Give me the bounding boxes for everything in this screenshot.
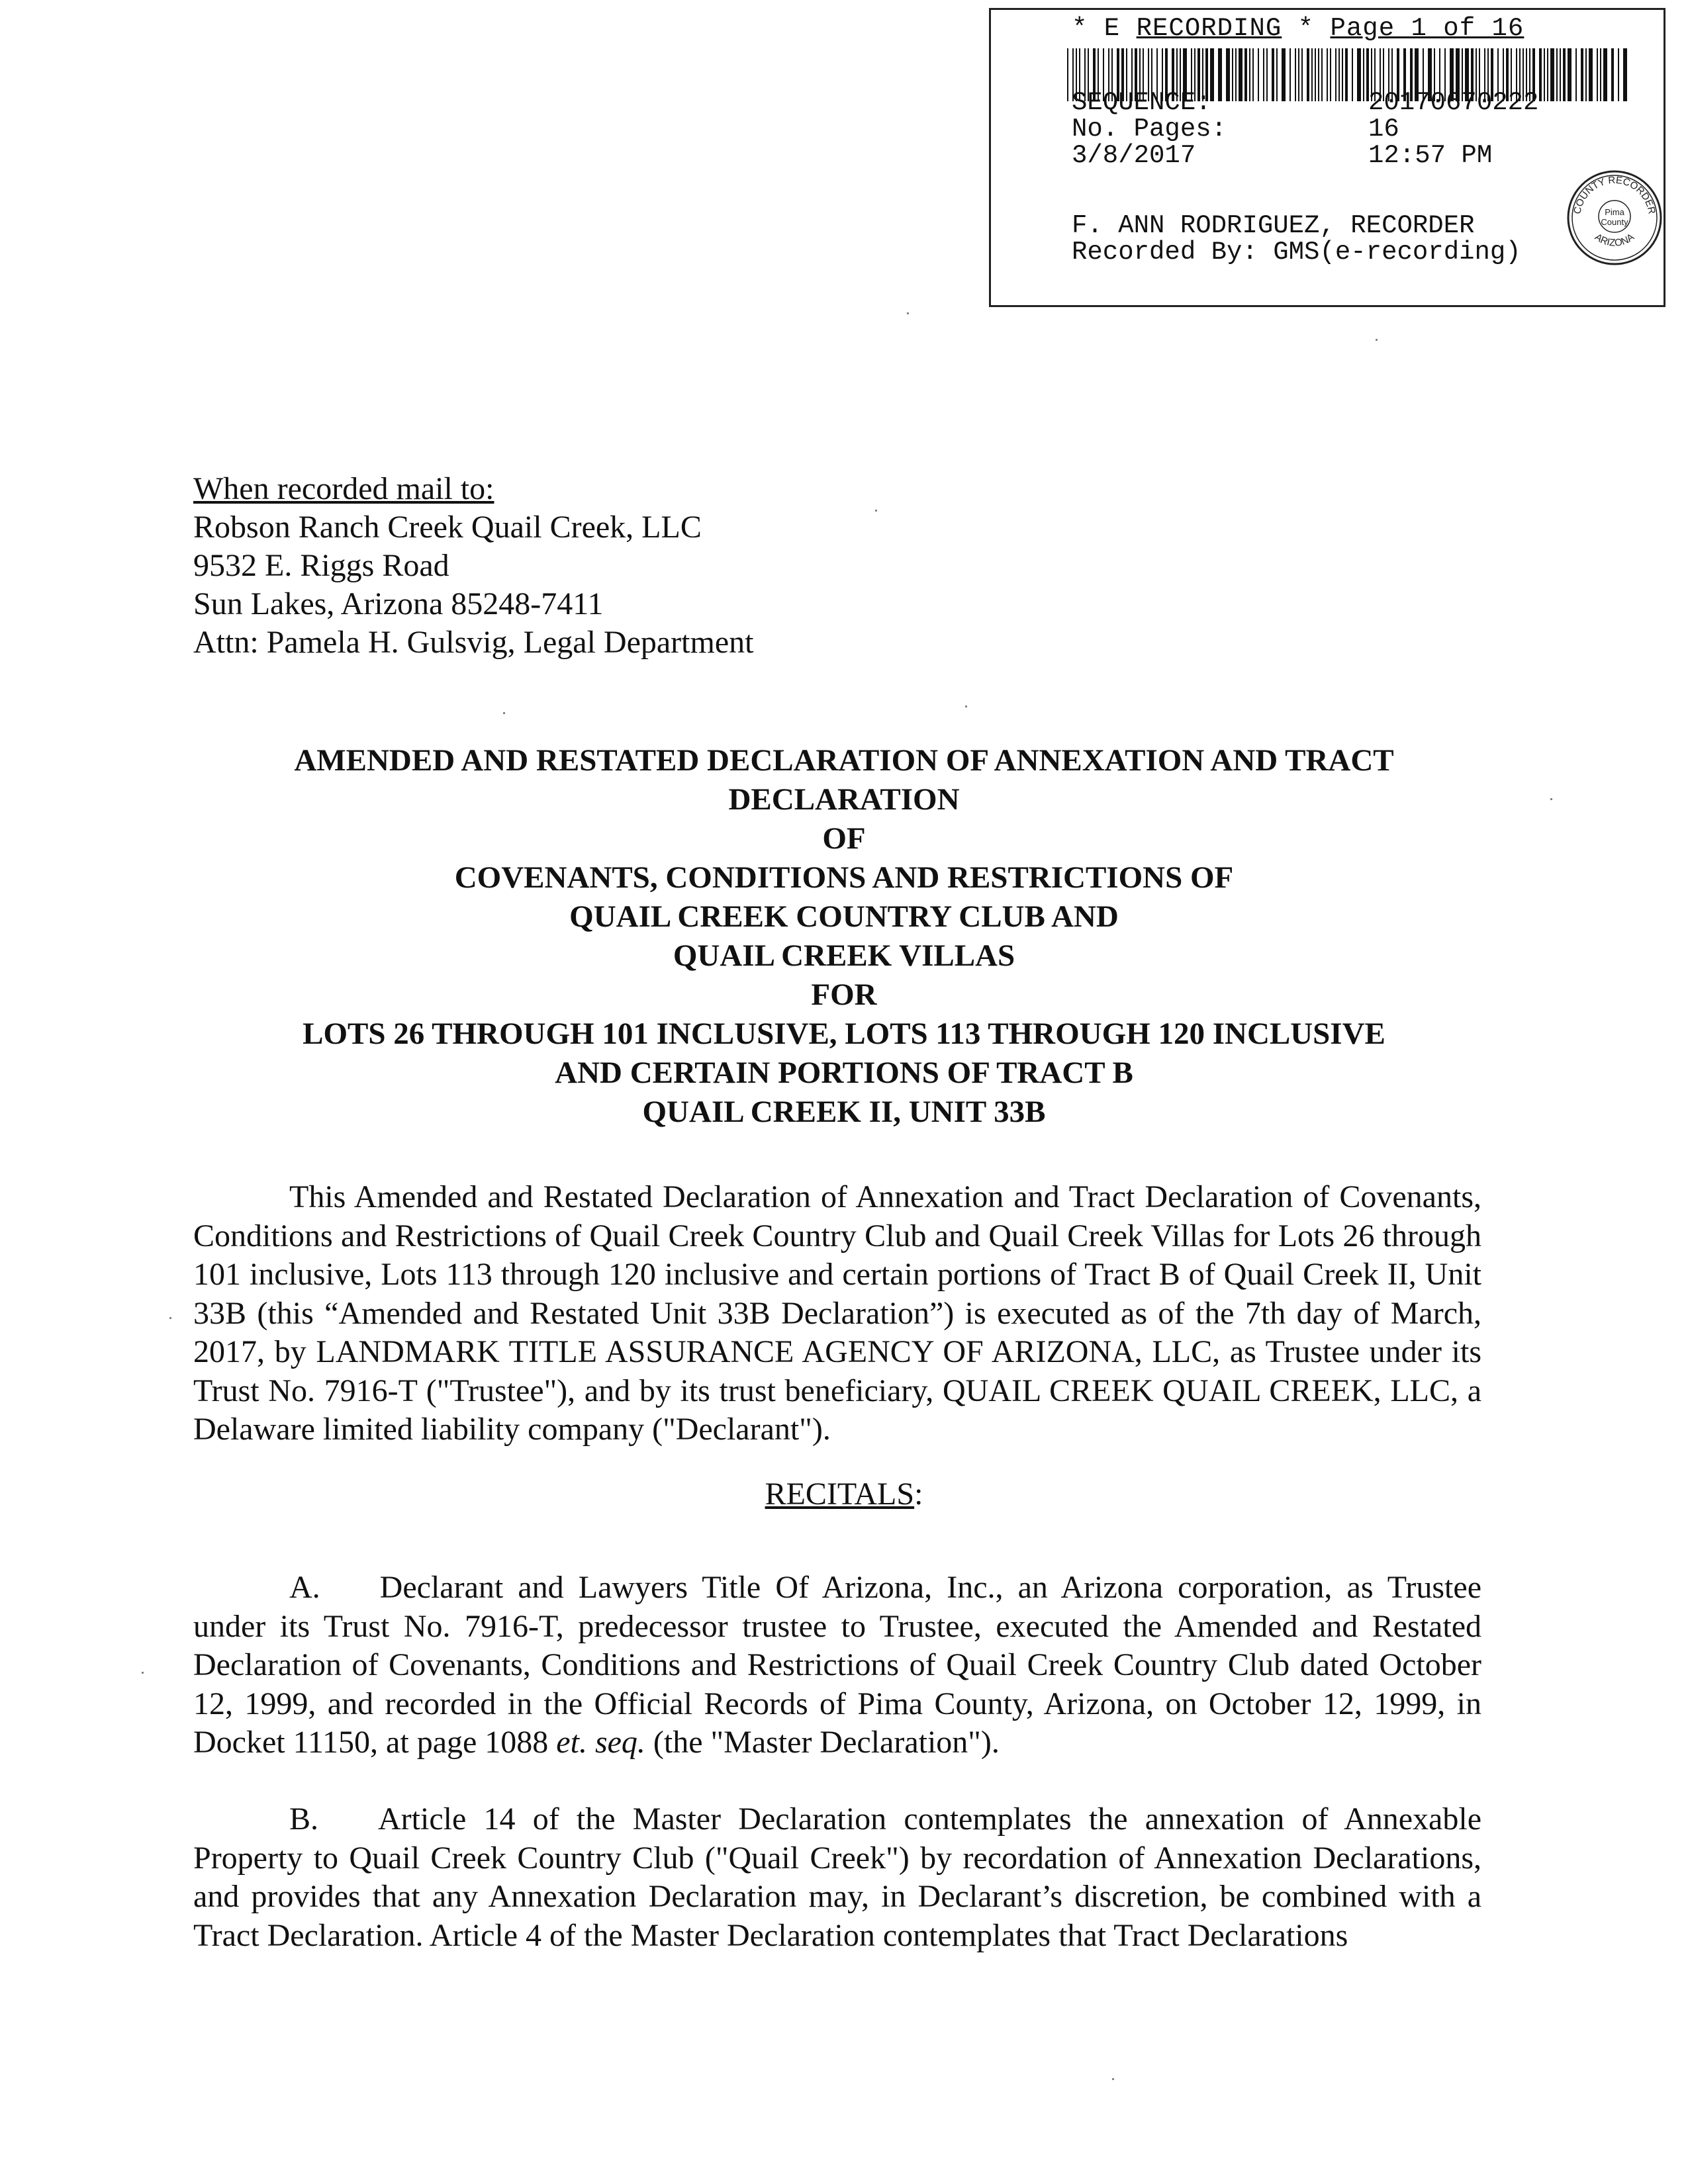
recording-stamp: [989, 8, 1665, 307]
pages-label: No. Pages:: [1072, 114, 1227, 144]
sequence-value: 20170670222: [1368, 88, 1539, 117]
title-line: QUAIL CREEK II, UNIT 33B: [642, 1095, 1046, 1129]
svg-text:ARIZONA: ARIZONA: [1592, 231, 1637, 249]
title-line: COVENANTS, CONDITIONS AND RESTRICTIONS OF: [454, 860, 1234, 895]
title-line: AMENDED AND RESTATED DECLARATION OF ANNEXATION AND TRACT: [294, 743, 1394, 778]
record-date: 3/8/2017: [1072, 141, 1196, 170]
title-line: QUAIL CREEK COUNTRY CLUB AND: [569, 899, 1119, 934]
mail-to-line: Robson Ranch Creek Quail Creek, LLC: [193, 510, 702, 545]
title-line: LOTS 26 THROUGH 101 INCLUSIVE, LOTS 113 THROUGH 120 INCLUSIVE: [303, 1017, 1385, 1051]
title-line: AND CERTAIN PORTIONS OF TRACT B: [555, 1056, 1133, 1090]
stamp-header: * E RECORDING * Page 1 of 16: [1072, 14, 1524, 43]
county-recorder-seal: [1566, 169, 1664, 267]
title-line: OF: [822, 821, 866, 856]
recorded-by: Recorded By: GMS(e-recording): [1072, 238, 1521, 267]
recorder-name: F. ANN RODRIGUEZ, RECORDER: [1072, 211, 1475, 240]
mail-to-line: Attn: Pamela H. Gulsvig, Legal Department: [193, 625, 754, 660]
mail-to-block: [193, 470, 753, 662]
title-line: DECLARATION: [728, 782, 960, 817]
title-line: QUAIL CREEK VILLAS: [673, 938, 1015, 973]
svg-text:COUNTY RECORDER: COUNTY RECORDER: [1571, 174, 1658, 215]
recital-b-label: B.: [289, 1801, 319, 1837]
recital-a: A. Declarant and Lawyers Title Of Arizona, Inc., an Arizona corporation, as Trustee under its Trust No. 7916-T, predecessor trustee to Trustee, executed the Amended and Restated Declaration of Covenants, Conditions and Restrictions of Quail Creek Country Club dated October 12, 1999, and recorded in the Official Records of Pima County, Arizona, on October 12, 1999, in Docket 11150, at page 1088 et. seq. (the "Master Declaration").: [193, 1570, 1481, 1760]
mail-to-line: Sun Lakes, Arizona 85248-7411: [193, 586, 604, 621]
svg-text:County: County: [1601, 217, 1628, 227]
intro-paragraph: This Amended and Restated Declaration of Annexation and Tract Declaration of Covenants, Conditions and Restrictions of Quail Creek Country Club and Quail Creek Villas for Lots 26 through 101 inclusive, Lots 113 through 120 inclusive and certain portions of Tract B of Quail Creek II, Unit 33B (this “Amended and Restated Unit 33B Declaration”) is executed as of the 7th day of March, 2017, by LANDMARK TITLE ASSURANCE AGENCY OF ARIZONA, LLC, as Trustee under its Trust No. 7916-T ("Trustee"), and by its trust beneficiary, QUAIL CREEK QUAIL CREEK, LLC, a Delaware limited liability company ("Declarant").: [193, 1179, 1481, 1447]
record-time: 12:57 PM: [1368, 141, 1493, 170]
title-line: FOR: [811, 978, 877, 1012]
recital-a-label: A.: [289, 1570, 320, 1605]
document-title: [165, 741, 1523, 1132]
sequence-label: SEQUENCE:: [1072, 88, 1211, 117]
pages-value: 16: [1368, 114, 1399, 144]
mail-to-heading: When recorded mail to:: [193, 471, 494, 506]
svg-text:Pima: Pima: [1605, 207, 1624, 217]
recital-b: B. Article 14 of the Master Declaration contemplates the annexation of Annexable Property to Quail Creek Country Club ("Quail Creek") by recordation of Annexation Declarations, and provides that any Annexation Declaration may, in Declarant’s discretion, be combined with a Tract Declaration. Article 4 of the Master Declaration contemplates that Tract Declarations: [193, 1801, 1481, 1953]
recitals-heading: RECITALS:: [765, 1477, 923, 1512]
mail-to-line: 9532 E. Riggs Road: [193, 548, 449, 583]
